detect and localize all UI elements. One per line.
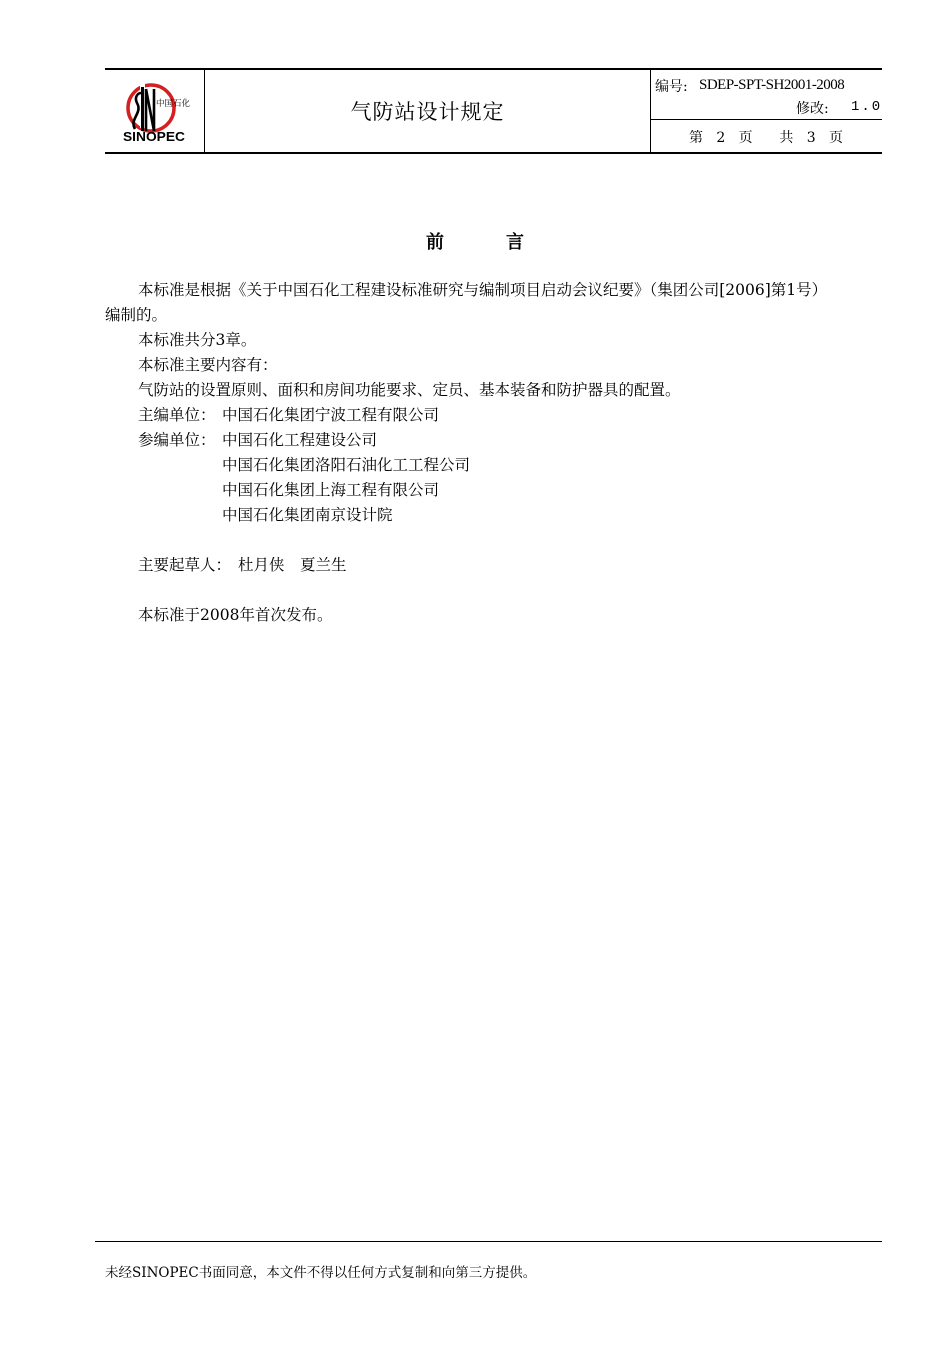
sinopec-logo: [119, 79, 191, 143]
para-chapters: 本标准共分3章。: [138, 331, 257, 349]
participant-item: 中国石化集团南京设计院: [222, 506, 393, 524]
document-info: [651, 70, 882, 152]
section-heading: 前 言: [426, 232, 524, 253]
footer-divider: [95, 1241, 882, 1242]
para-basis-line1: 本标准是根据《关于中国石化工程建设标准研究与编制项目启动会议纪要》（集团公司[2006]第1号）: [138, 281, 828, 299]
participant-item: 中国石化工程建设公司: [222, 431, 378, 449]
participant-item: 中国石化集团洛阳石油化工工程公司: [222, 456, 471, 474]
para-basis-line2: 编制的。: [105, 306, 168, 324]
chief-editor: 中国石化集团宁波工程有限公司: [222, 406, 440, 424]
logo-cn: 中国石化: [156, 99, 191, 109]
participants-label: 参编单位：: [138, 431, 216, 449]
document-code: SDEP-SPT-SH2001-2008: [699, 77, 845, 93]
document-header: [105, 68, 882, 154]
page-indicator: 第 2 页 共 3 页: [689, 130, 843, 146]
drafters: 杜月侠 夏兰生: [238, 556, 347, 574]
code-label: 编号:: [655, 79, 688, 95]
logo-en: SINOPEC: [123, 129, 186, 143]
document-title: 气防站设计规定: [205, 70, 651, 152]
participant-item: 中国石化集团上海工程有限公司: [222, 481, 440, 499]
total-pages: 3: [806, 130, 816, 146]
para-content-detail: 气防站的设置原则、面积和房间功能要求、定员、基本装备和防护器具的配置。: [138, 381, 681, 399]
release-note: 本标准于2008年首次发布。: [138, 606, 333, 624]
revision-label: 修改:: [796, 101, 829, 117]
revision-value: 1.0: [851, 99, 883, 115]
logo-cell: [105, 70, 205, 152]
page-number: 2: [716, 130, 726, 146]
drafters-label: 主要起草人：: [138, 556, 232, 574]
chief-editor-label: 主编单位：: [138, 406, 216, 424]
para-content-intro: 本标准主要内容有：: [138, 356, 278, 374]
footer-notice: 未经SINOPEC书面同意，本文件不得以任何方式复制和向第三方提供。: [105, 1265, 537, 1281]
